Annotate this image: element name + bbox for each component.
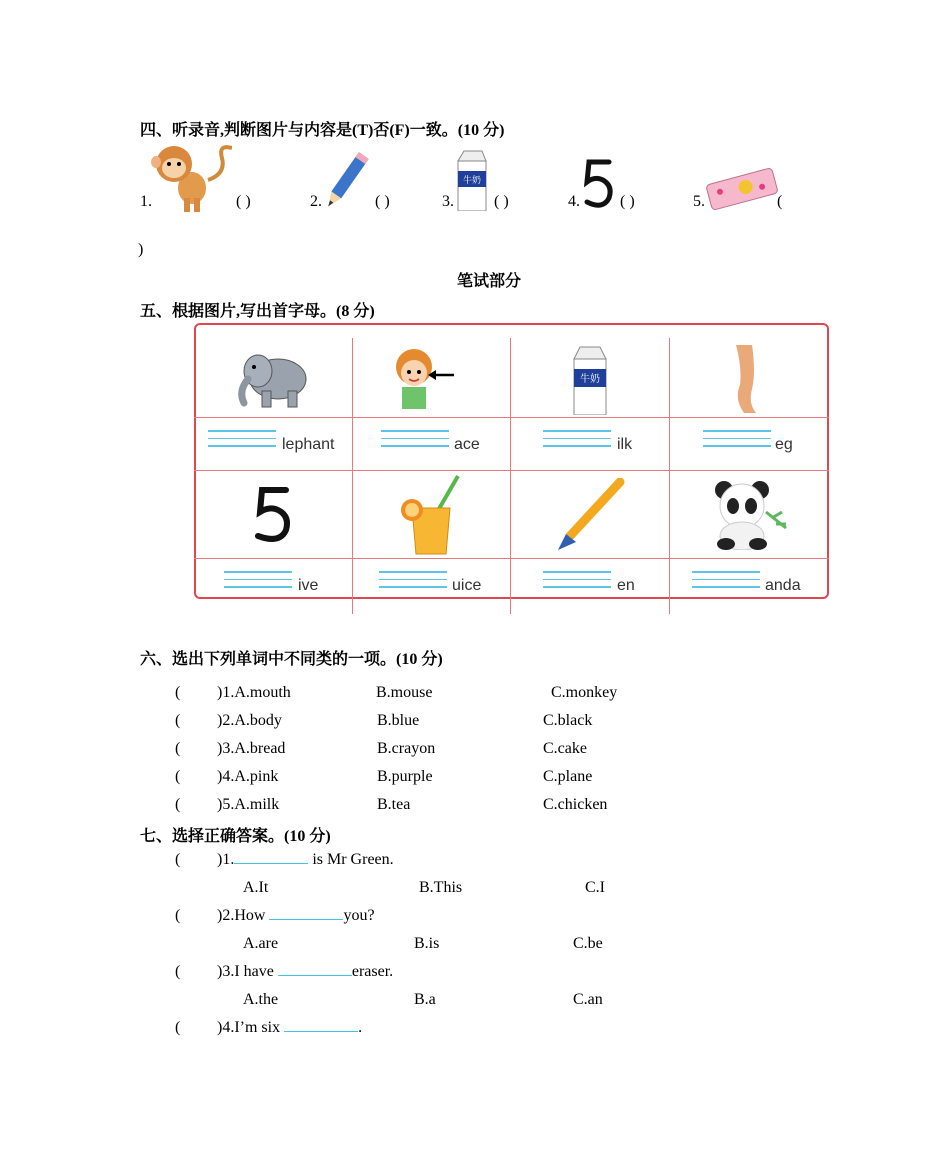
item-number: 1. [140, 193, 152, 210]
writing-lines[interactable] [208, 430, 276, 453]
writing-lines[interactable] [543, 430, 611, 453]
question-text: . [358, 1019, 363, 1036]
answer-blank[interactable] [284, 1031, 358, 1032]
item-number: 2. [310, 193, 322, 210]
answer-paren[interactable]: ( [175, 712, 181, 729]
svg-text:牛奶: 牛奶 [580, 374, 600, 385]
item-number: 3. [442, 193, 454, 210]
option-c: C.cake [543, 740, 587, 757]
question-4 [217, 1019, 362, 1037]
option-b: B.tea [377, 796, 411, 813]
option-c: C.an [573, 991, 603, 1008]
writing-lines[interactable] [379, 571, 447, 594]
elephant-icon [234, 345, 314, 411]
option-b: B.mouse [376, 684, 433, 701]
writing-lines[interactable] [692, 571, 760, 594]
option-b: B.purple [377, 768, 433, 785]
question-2 [217, 907, 375, 925]
item-number: 4. [568, 193, 580, 210]
answer-paren[interactable]: ( [175, 768, 181, 785]
section4-title: 四、听录音,判断图片与内容是(T)否(F)一致。(10 分) [140, 122, 505, 139]
answer-paren[interactable]: ( [175, 851, 181, 868]
word-ending: eg [775, 436, 793, 453]
option-a: A.the [243, 991, 279, 1008]
answer-paren[interactable]: ( ) [620, 193, 635, 210]
option-c: C.monkey [551, 684, 618, 701]
answer-paren[interactable]: ( [175, 740, 181, 757]
answer-paren[interactable]: ( ) [236, 193, 251, 210]
svg-text:牛奶: 牛奶 [462, 176, 482, 186]
answer-paren[interactable]: ( [175, 796, 181, 813]
option-b: B.blue [377, 712, 420, 729]
written-part-title: 笔试部分 [457, 273, 522, 290]
number-five-icon [581, 158, 615, 210]
question-text: )1. [217, 851, 235, 868]
item-number: 5. [693, 193, 705, 210]
writing-lines[interactable] [703, 430, 771, 453]
question-text: )4.I’m six [217, 1019, 285, 1036]
panda-icon [702, 478, 792, 550]
answer-paren-close: ) [138, 241, 144, 258]
option-a: A.are [243, 935, 279, 952]
writing-lines[interactable] [224, 571, 292, 594]
option-c: C.I [585, 879, 605, 896]
question-option-a: )1.A.mouth [217, 684, 291, 701]
answer-paren[interactable]: ( ) [375, 193, 390, 210]
juice-icon [398, 474, 464, 556]
word-ending: ive [298, 577, 319, 594]
section5-title: 五、根据图片,写出首字母。(8 分) [140, 303, 375, 320]
word-ending: anda [765, 577, 801, 594]
pen-icon [556, 478, 626, 552]
answer-paren[interactable]: ( [777, 193, 783, 210]
face-icon [388, 345, 458, 411]
question-option-a: )5.A.milk [217, 796, 280, 813]
question-option-a: )3.A.bread [217, 740, 286, 757]
question-text: )2.How [217, 907, 270, 924]
answer-paren[interactable]: ( ) [494, 193, 509, 210]
milk-carton-icon [454, 147, 490, 211]
question-3 [217, 963, 393, 981]
grid-divider [194, 417, 829, 418]
option-a: A.It [243, 879, 269, 896]
monkey-icon [150, 140, 232, 212]
grid-divider [194, 470, 829, 471]
question-option-a: )4.A.pink [217, 768, 279, 785]
grid-divider [352, 338, 353, 614]
option-c: C.be [573, 935, 603, 952]
grid-divider [510, 338, 511, 614]
option-c: C.black [543, 712, 593, 729]
section7-title: 七、选择正确答案。(10 分) [140, 828, 331, 845]
question-option-a: )2.A.body [217, 712, 282, 729]
answer-paren[interactable]: ( [175, 963, 181, 980]
word-ending: en [617, 577, 635, 594]
answer-paren[interactable]: ( [175, 907, 181, 924]
word-ending: uice [452, 577, 482, 594]
milk-carton-icon [570, 343, 610, 415]
question-text: is Mr Green. [308, 851, 394, 868]
writing-lines[interactable] [543, 571, 611, 594]
answer-blank[interactable] [278, 975, 352, 976]
word-ending: ace [454, 436, 480, 453]
answer-blank[interactable] [234, 863, 308, 864]
question-1 [217, 851, 394, 869]
option-b: B.is [414, 935, 440, 952]
answer-paren[interactable]: ( [175, 684, 181, 701]
option-b: B.a [414, 991, 436, 1008]
option-c: C.plane [543, 768, 593, 785]
answer-blank[interactable] [269, 919, 343, 920]
option-c: C.chicken [543, 796, 608, 813]
question-text: )3.I have [217, 963, 278, 980]
word-ending: lephant [282, 436, 335, 453]
grid-divider [669, 338, 670, 614]
question-text: eraser. [351, 963, 394, 980]
leg-icon [730, 343, 764, 415]
word-ending: ilk [617, 436, 633, 453]
number-five-icon [252, 486, 292, 544]
option-b: B.crayon [377, 740, 436, 757]
pencil-box-icon [706, 166, 778, 212]
option-b: B.This [419, 879, 463, 896]
section6-title: 六、选出下列单词中不同类的一项。(10 分) [140, 651, 443, 668]
answer-paren[interactable]: ( [175, 1019, 181, 1036]
pencil-icon [322, 150, 370, 212]
writing-lines[interactable] [381, 430, 449, 453]
question-text: you? [343, 907, 375, 924]
grid-divider [194, 558, 829, 559]
